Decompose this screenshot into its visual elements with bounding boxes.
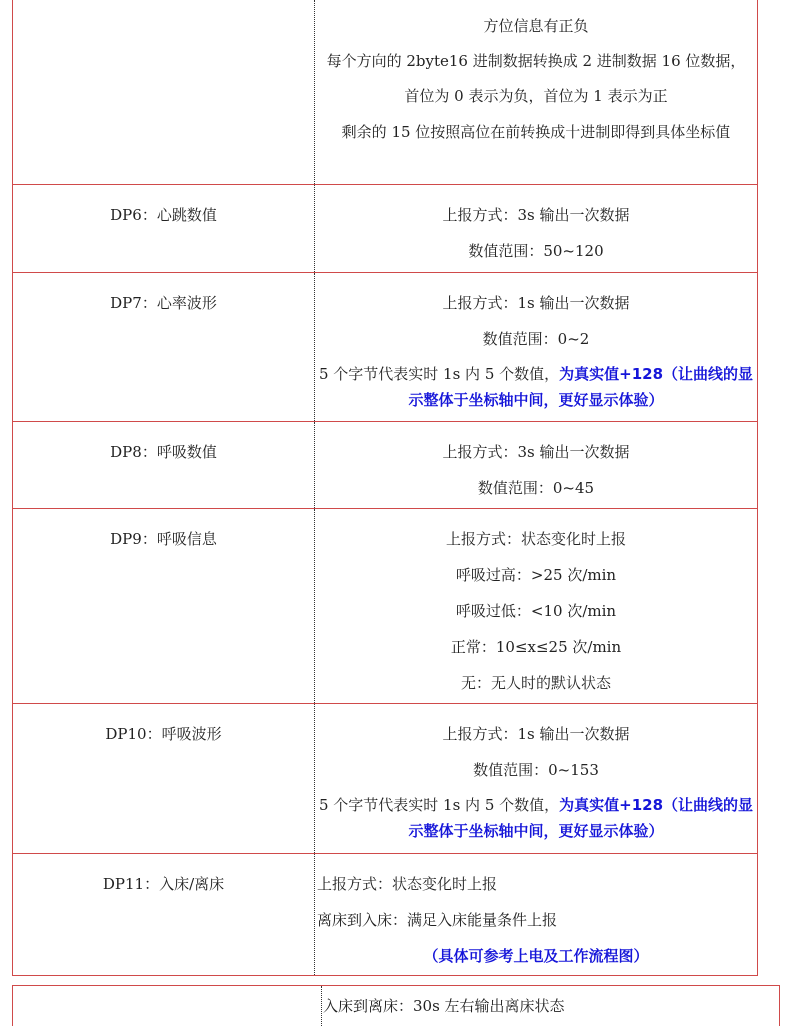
table-row: [13, 273, 757, 422]
description-line: 方位信息有正负: [483, 17, 589, 35]
column-divider: [314, 509, 315, 703]
description-line: 首位为 0 表示为负，首位为 1 表示为正: [404, 87, 668, 105]
description-line: 上报方式：1s 输出一次数据: [442, 294, 630, 312]
description-line: 剩余的 15 位按照高位在前转换成十进制即得到具体坐标值: [341, 123, 731, 141]
row-description: [315, 273, 757, 417]
table-row: [13, 854, 757, 976]
row-label: DP11：入床/离床: [102, 875, 225, 893]
column-divider: [314, 854, 315, 975]
column-divider: [314, 0, 315, 184]
row-description: [315, 509, 757, 701]
row-label: DP6：心跳数值: [110, 206, 217, 224]
row-description: [315, 422, 757, 506]
row-label: DP8：呼吸数值: [110, 443, 217, 461]
description-line: 上报方式：状态变化时上报: [445, 530, 626, 548]
description-line: 呼吸过低：<10 次/min: [455, 602, 617, 620]
column-divider: [314, 185, 315, 272]
table-row: [13, 422, 757, 509]
description-line: 上报方式：1s 输出一次数据: [442, 725, 630, 743]
description-line: 呼吸过高：>25 次/min: [455, 566, 617, 584]
description-line: 离床到入床：满足入床能量条件上报: [317, 911, 558, 929]
column-divider: [314, 704, 315, 853]
protocol-table: [12, 0, 758, 976]
column-divider: [321, 986, 322, 1026]
next-page-table: [12, 985, 780, 1026]
description-line: 上报方式：3s 输出一次数据: [442, 443, 630, 461]
table-row: [13, 509, 757, 704]
row-label: DP7：心率波形: [110, 294, 217, 312]
row-label: DP9：呼吸信息: [110, 530, 217, 548]
row-label: DP10：呼吸波形: [105, 725, 222, 743]
column-divider: [314, 273, 315, 421]
row-description: [315, 0, 757, 150]
description-line: 每个方向的 2byte16 进制数据转换成 2 进制数据 16 位数据，: [326, 52, 746, 70]
note-emphasis: 为真实值+128（让曲线的显示整体于坐标轴中间，更好显示体验）: [408, 365, 754, 409]
description-line: 上报方式：3s 输出一次数据: [442, 206, 630, 224]
waveform-note: [317, 788, 755, 848]
table-row: [13, 704, 757, 854]
description-line: 数值范围：0~2: [482, 330, 590, 348]
description-line: 数值范围：0~153: [473, 761, 599, 779]
row-label: [13, 0, 314, 19]
description-line: 入床到离床：30s 左右输出离床状态: [323, 997, 565, 1015]
note-emphasis: （具体可参考上电及工作流程图）: [423, 947, 649, 965]
row-description: [315, 704, 757, 848]
row-description: [315, 185, 757, 269]
table-row: [13, 0, 757, 185]
column-divider: [314, 422, 315, 508]
note-text: 5 个字节代表实时 1s 内 5 个数值，: [318, 365, 560, 383]
table-row: [13, 185, 757, 273]
note-emphasis: 为真实值+128（让曲线的显示整体于坐标轴中间，更好显示体验）: [408, 796, 754, 840]
description-line: 无：无人时的默认状态: [460, 674, 611, 692]
row-description: [315, 854, 757, 974]
description-line: 数值范围：50~120: [468, 242, 604, 260]
note-text: 5 个字节代表实时 1s 内 5 个数值，: [318, 796, 560, 814]
description-line: 上报方式：状态变化时上报: [317, 875, 498, 893]
waveform-note: [317, 357, 755, 417]
description-line: 数值范围：0~45: [477, 479, 595, 497]
description-line: 正常：10≤x≤25 次/min: [450, 638, 622, 656]
